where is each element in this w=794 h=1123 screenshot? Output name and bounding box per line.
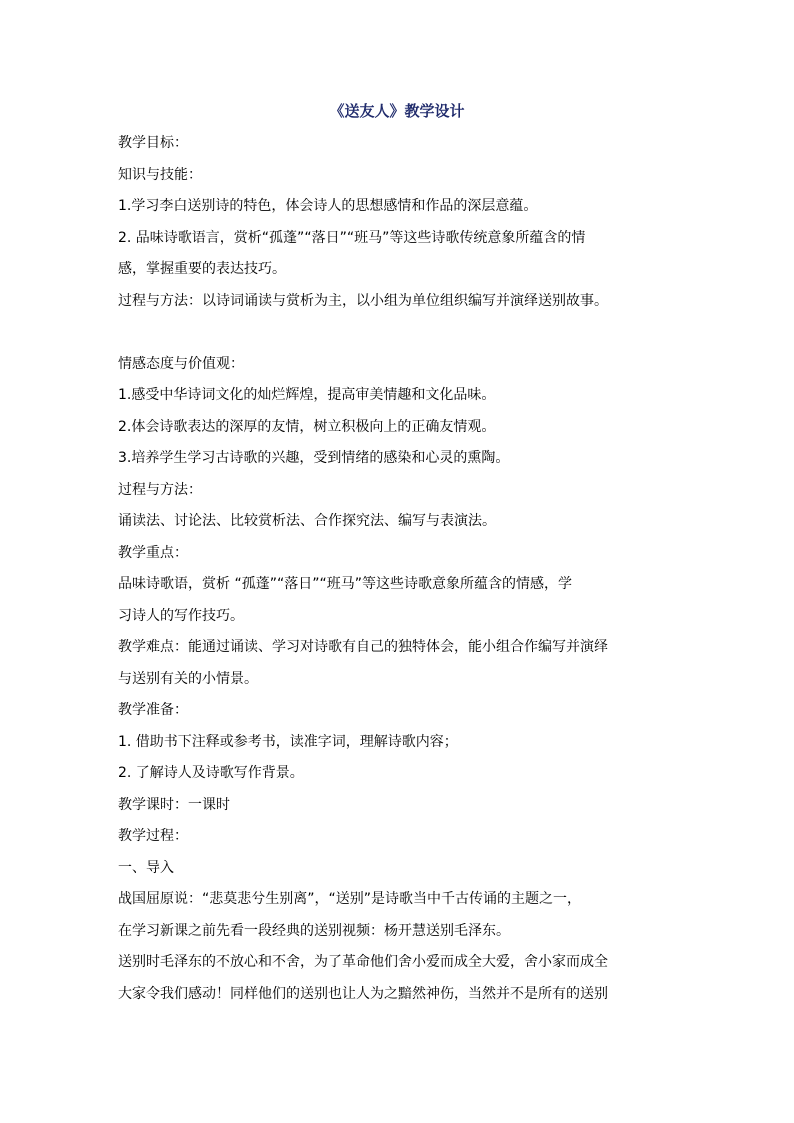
body-line: 感，掌握重要的表达技巧。 — [118, 261, 286, 277]
body-line: 教学课时：一课时 — [118, 796, 230, 813]
blank-line — [118, 317, 688, 349]
body-line: 教学准备： — [118, 702, 188, 718]
body-line: 3.培养学生学习古诗歌的兴趣，受到情绪的感染和心灵的熏陶。 — [118, 450, 510, 466]
body-line: 送别时毛泽东的不放心和不舍，为了革命他们舍小爱而成全大爱，舍小家而成全 — [118, 954, 608, 970]
body-line: 战国屈原说：“悲莫悲兮生别离”，“送别”是诗歌当中千古传诵的主题之一， — [118, 891, 582, 907]
document-title: 《送友人》教学设计 — [329, 102, 465, 120]
body-line: 2. 品味诗歌语言，赏析“孤蓬”“落日”“班马”等这些诗歌传统意象所蕴含的情 — [118, 229, 586, 246]
body-line: 教学过程： — [118, 828, 188, 844]
body-line: 1. 借助书下注释或参考书，读准字词，理解诗歌内容； — [118, 733, 458, 750]
body-line: 情感态度与价值观： — [118, 355, 244, 372]
document-body — [118, 128, 688, 1010]
body-line: 过程与方法： — [118, 481, 202, 498]
body-line: 教学难点：能通过诵读、学习对诗歌有自己的独特体会，能小组合作编写并演绎 — [118, 639, 608, 655]
body-line: 一、导入 — [118, 859, 174, 876]
body-line: 教学重点： — [118, 544, 188, 561]
body-line: 在学习新课之前先看一段经典的送别视频：杨开慧送别毛泽东。 — [118, 922, 510, 939]
body-line: 品味诗歌语，赏析 “孤蓬”“落日”“班马”等这些诗歌意象所蕴含的情感，学 — [118, 576, 572, 592]
body-line: 1.感受中华诗词文化的灿烂辉煌，提高审美情趣和文化品味。 — [118, 387, 496, 403]
body-line: 教学目标： — [118, 135, 188, 151]
body-line: 知识与技能： — [118, 166, 202, 183]
body-line: 习诗人的写作技巧。 — [118, 607, 244, 624]
body-line: 与送别有关的小情景。 — [118, 670, 258, 687]
body-line: 过程与方法：以诗词诵读与赏析为主，以小组为单位组织编写并演绎送别故事。 — [118, 292, 608, 309]
body-line: 2. 了解诗人及诗歌写作背景。 — [118, 765, 304, 781]
body-line: 2.体会诗歌表达的深厚的友情，树立积极向上的正确友情观。 — [118, 418, 496, 435]
body-line: 诵读法、讨论法、比较赏析法、合作探究法、编写与表演法。 — [118, 513, 496, 529]
body-line: 1.学习李白送别诗的特色，体会诗人的思想感情和作品的深层意蕴。 — [118, 198, 538, 214]
body-line: 大家令我们感动！同样他们的送别也让人为之黯然神伤，当然并不是所有的送别 — [118, 985, 608, 1002]
